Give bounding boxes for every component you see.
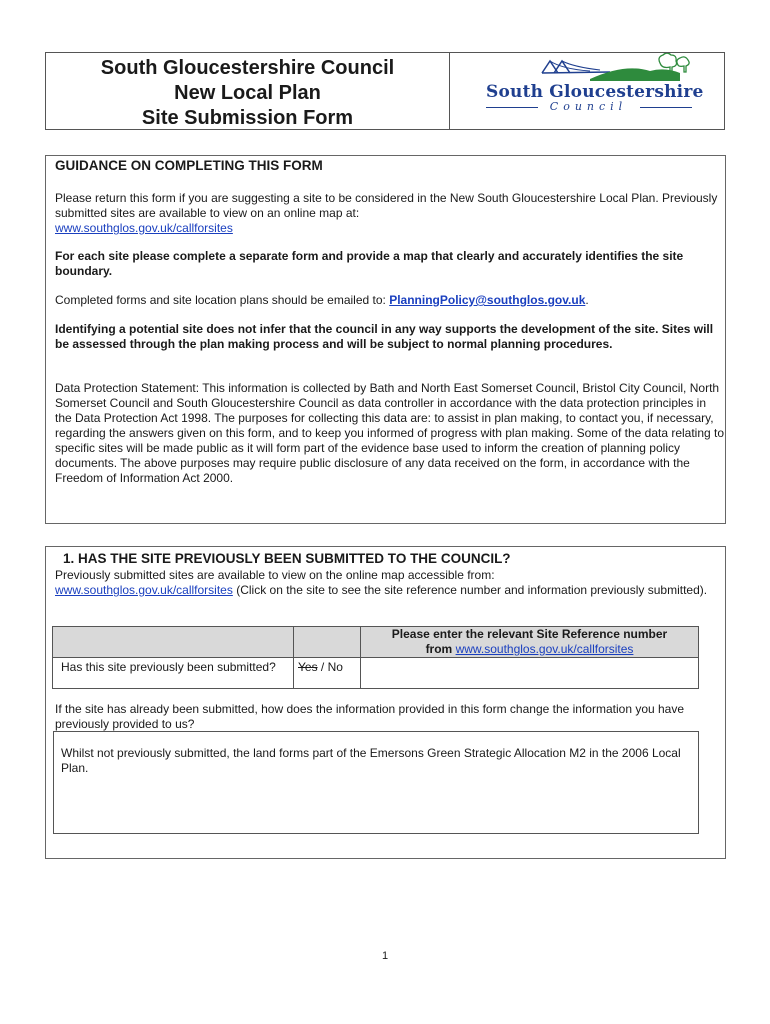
logo-subtitle: Council bbox=[549, 100, 628, 113]
yes-no-answer[interactable] bbox=[294, 658, 361, 689]
guidance-p3-text: Completed forms and site location plans should be emailed to: bbox=[55, 293, 390, 307]
guidance-title: GUIDANCE ON COMPLETING THIS FORM bbox=[55, 158, 323, 173]
site-reference-header bbox=[361, 627, 699, 658]
council-logo bbox=[450, 53, 724, 129]
header-empty-cell bbox=[53, 627, 294, 658]
callforsites-link[interactable]: www.southglos.gov.uk/callforsites bbox=[55, 221, 233, 235]
bridge-trees-icon bbox=[450, 53, 724, 83]
site-reference-table bbox=[52, 626, 699, 689]
logo-name: South Gloucestershire bbox=[486, 82, 704, 102]
q1-callforsites-link[interactable]: www.southglos.gov.uk/callforsites bbox=[55, 583, 233, 597]
page-number: 1 bbox=[381, 950, 389, 962]
table-header-row bbox=[53, 627, 699, 658]
header-box bbox=[45, 52, 725, 130]
guidance-paragraph-1 bbox=[55, 191, 725, 236]
planning-policy-email-link[interactable]: PlanningPolicy@southglos.gov.uk bbox=[389, 293, 586, 307]
q1-intro-text: Previously submitted sites are available to view on the online map accessible from: bbox=[55, 568, 495, 582]
logo-rule-right bbox=[640, 107, 692, 108]
question-1b-text: If the site has already been submitted, how does the information provided in this form change the information you have previously provided to us? bbox=[55, 702, 685, 731]
yes-option-struck: Yes bbox=[298, 660, 318, 674]
site-reference-link[interactable]: www.southglos.gov.uk/callforsites bbox=[455, 642, 634, 656]
form-title bbox=[46, 53, 450, 129]
guidance-paragraph-3 bbox=[55, 293, 725, 308]
title-line-3: Site Submission Form bbox=[141, 107, 354, 129]
guidance-p1-text: Please return this form if you are suggesting a site to be considered in the New South Gloucestershire Local Plan. Previously submitted sites are available to view on an online map at: bbox=[55, 191, 718, 220]
q1-intro-text-2: (Click on the site to see the site reference number and information previously submitted). bbox=[232, 583, 708, 597]
site-reference-header-text: Please enter the relevant Site Reference number bbox=[391, 627, 668, 641]
guidance-paragraph-2: For each site please complete a separate form and provide a map that clearly and accurately identifies the site boundary. bbox=[55, 249, 684, 278]
table-row bbox=[53, 658, 699, 689]
previously-submitted-label: Has this site previously been submitted? bbox=[53, 658, 294, 689]
title-line-2: New Local Plan bbox=[174, 82, 321, 104]
header-empty-cell-2 bbox=[294, 627, 361, 658]
guidance-p3-end: . bbox=[585, 293, 589, 307]
site-reference-from: from bbox=[425, 642, 456, 656]
question-1-intro bbox=[55, 568, 720, 598]
data-protection-statement: Data Protection Statement: This information is collected by Bath and North East Somerset Council, Bristol City Council, North Somerset Council and South Gloucestershire Council as data controller in accordance with the data protection principles in the Data Protection Act 1998. The purposes for collecting this data are: to assist in plan making, to contact you, if necessary, regarding the answers given on this form, and to keep you informed of progress with plan making. Some of the data relating to specific sites will be made public as it will form part of the evidence base used to inform the creation of planning policy documents. The above purposes may require public disclosure of any data received on the form, in accordance with the Freedom of Information Act 2000. bbox=[55, 381, 725, 485]
no-option: / No bbox=[317, 660, 343, 674]
guidance-paragraph-4: Identifying a potential site does not infer that the council in any way supports the development of the site. Sites will be assessed through the plan making process and will be subject to normal planning procedures. bbox=[55, 322, 714, 351]
title-line-1: South Gloucestershire Council bbox=[100, 57, 395, 79]
site-reference-input[interactable] bbox=[361, 658, 699, 689]
question-1-title: 1. HAS THE SITE PREVIOUSLY BEEN SUBMITTED TO THE COUNCIL? bbox=[63, 551, 511, 566]
answer-text: Whilst not previously submitted, the land forms part of the Emersons Green Strategic Allocation M2 in the 2006 Local Plan. bbox=[61, 746, 681, 775]
